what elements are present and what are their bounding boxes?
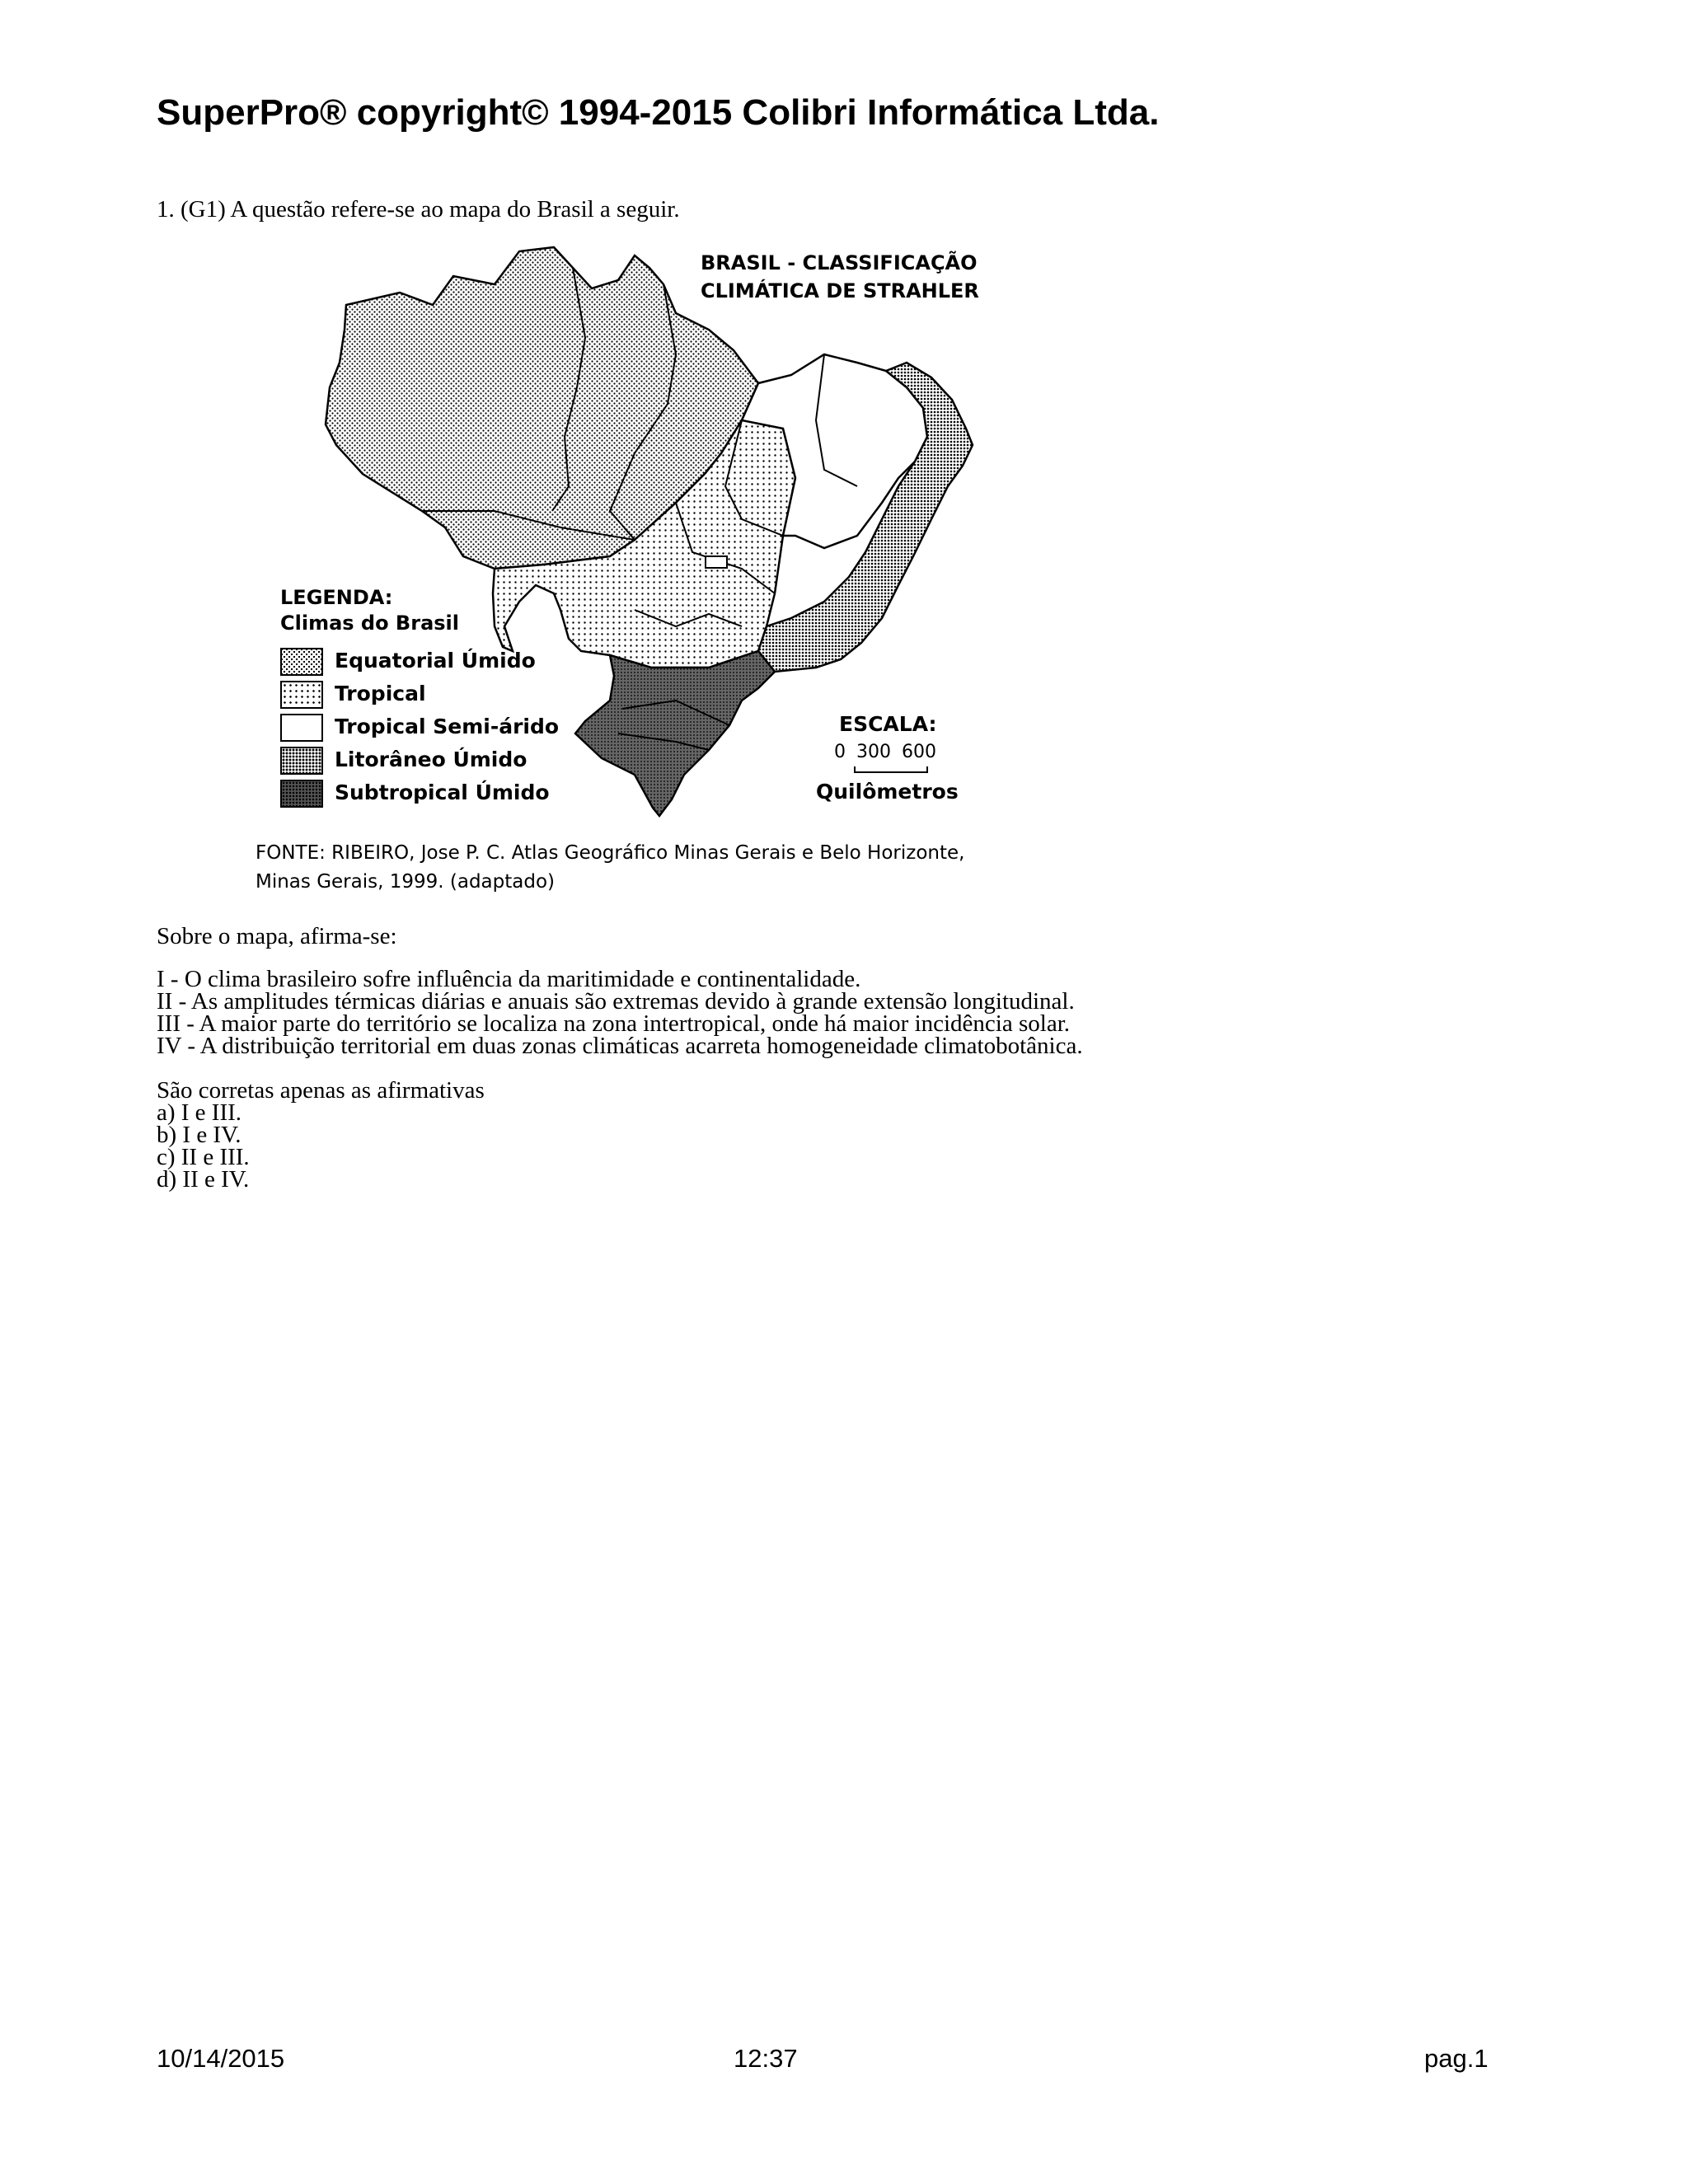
- question-prompt: São corretas apenas as afirmativas: [157, 1077, 485, 1104]
- statement-item: I - O clima brasileiro sofre influência da maritimidade e continentalidade.: [157, 966, 861, 992]
- option-item: a) I e III.: [157, 1099, 242, 1126]
- legend-swatch-tropical: [280, 681, 323, 709]
- scale-values: 0 300 600: [834, 742, 936, 762]
- federal-district-marker: [706, 556, 727, 568]
- legend-swatch-equatorial: [280, 648, 323, 676]
- question-intro: Sobre o mapa, afirma-se:: [157, 923, 397, 949]
- map-source: [256, 839, 964, 897]
- map-title-line2: CLIMÁTICA DE STRAHLER: [701, 279, 979, 302]
- legend-label: Equatorial Úmido: [335, 649, 536, 673]
- statement-item: III - A maior parte do território se localiza na zona intertropical, onde há maior incidência solar.: [157, 1010, 1071, 1037]
- legend-label: Tropical Semi-árido: [335, 715, 560, 738]
- statement-item: II - As amplitudes térmicas diárias e anuais são extremas devido à grande extensão longitudinal.: [157, 988, 1075, 1015]
- statement-list: [157, 968, 1083, 1057]
- map-title-line1: BRASIL - CLASSIFICAÇÃO: [701, 251, 978, 274]
- legend-swatch-semiarido: [280, 714, 323, 742]
- option-item: c) II e III.: [157, 1144, 250, 1170]
- scale-bar: [854, 766, 928, 773]
- map-title: [701, 249, 979, 305]
- footer-date: 10/14/2015: [157, 2044, 285, 2073]
- option-list: [157, 1099, 250, 1193]
- brazil-climate-map-figure: [247, 239, 1039, 915]
- question-title: 1. (G1) A questão refere-se ao mapa do Brasil a seguir.: [157, 196, 680, 223]
- source-line1: FONTE: RIBEIRO, Jose P. C. Atlas Geográfico Minas Gerais e Belo Horizonte,: [256, 842, 965, 864]
- source-line2: Minas Gerais, 1999. (adaptado): [256, 871, 555, 893]
- region-subtropical-umido: [575, 651, 775, 816]
- legend-label: Tropical: [335, 682, 426, 705]
- option-item: b) I e IV.: [157, 1122, 241, 1148]
- legend-label: Litorâneo Úmido: [335, 748, 528, 771]
- legend-title-line2: Climas do Brasil: [280, 612, 459, 635]
- legend-title: [280, 585, 459, 636]
- footer-page-number: pag.1: [1424, 2044, 1489, 2073]
- scale-unit: Quilômetros: [816, 780, 959, 804]
- legend-title-line1: LEGENDA:: [280, 586, 393, 609]
- legend-swatch-litoraneo: [280, 747, 323, 775]
- legend-label: Subtropical Úmido: [335, 780, 550, 804]
- footer-time: 12:37: [734, 2044, 798, 2073]
- scale-title: ESCALA:: [839, 712, 937, 736]
- statement-item: IV - A distribuição territorial em duas zonas climáticas acarreta homogeneidade climatobotânica.: [157, 1033, 1083, 1059]
- page-header: SuperPro® copyright© 1994-2015 Colibri Informática Ltda.: [157, 92, 1160, 133]
- legend-swatch-subtropical: [280, 780, 323, 808]
- option-item: d) II e IV.: [157, 1166, 250, 1193]
